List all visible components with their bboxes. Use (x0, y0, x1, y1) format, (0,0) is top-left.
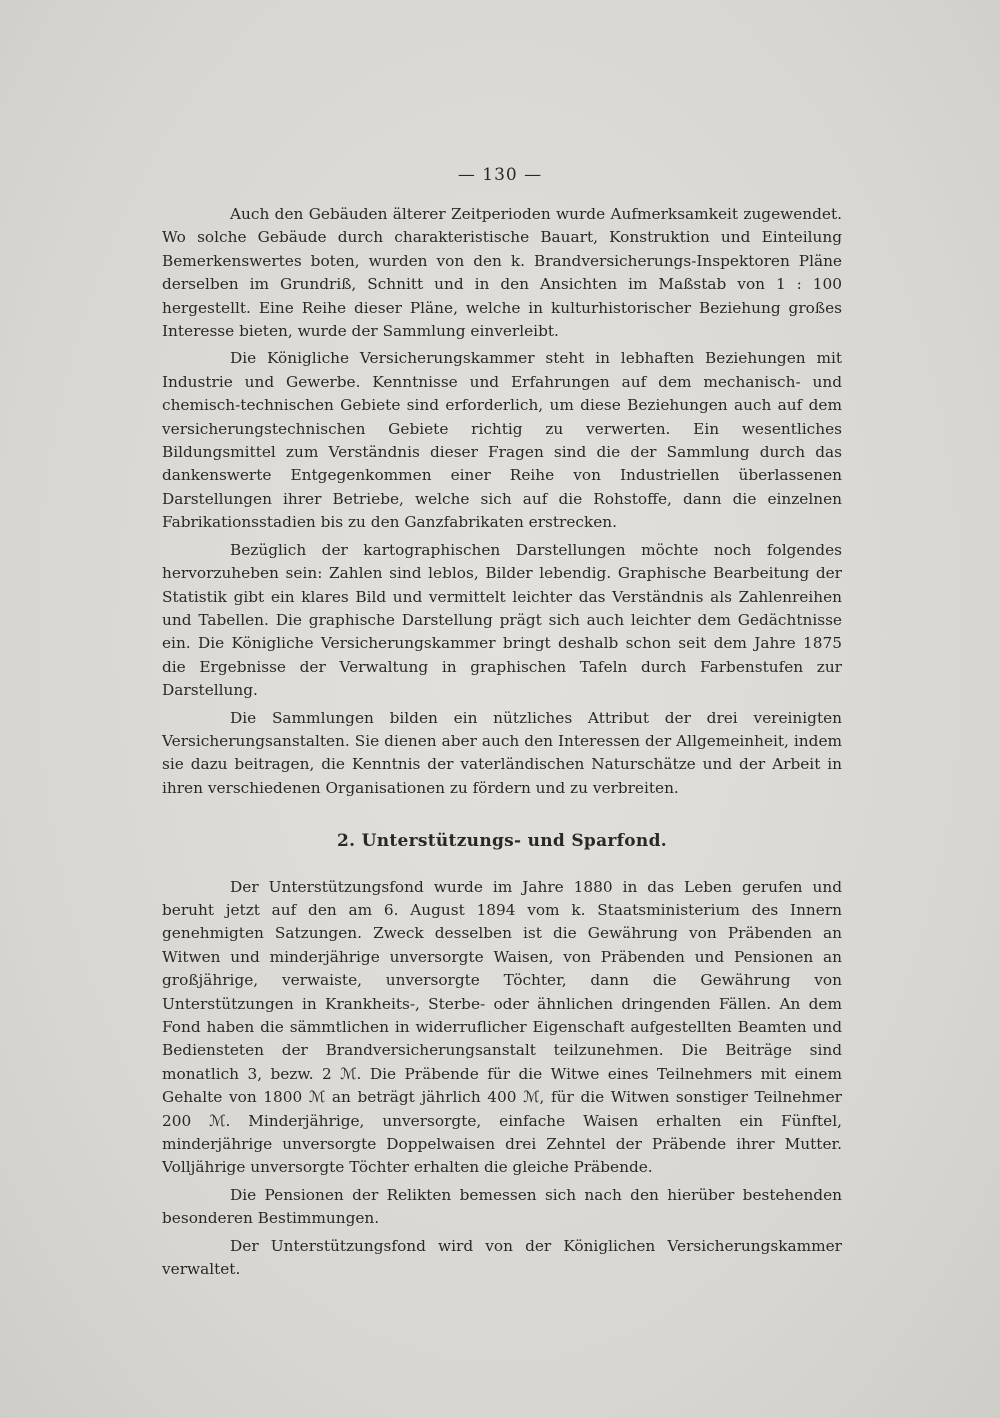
paragraph: Auch den Gebäuden älterer Zeitperioden wurde Aufmerksamkeit zugewendet. Wo solche Gebäude durch charakteristische Bauart, Konstruktion und Einteilung Bemerkenswertes boten, wurden von den k. Brandversicherungs-Inspektoren Pläne derselben im Grundriß, Schnitt und in den Ansichten im Maßstab von 1 : 100 hergestellt. Eine Reihe dieser Pläne, welche in kulturhistorischer Beziehung großes Interesse bieten, wurde der Sammlung einverleibt. (162, 205, 842, 341)
paragraph: Der Unterstützungsfond wurde im Jahre 1880 in das Leben gerufen und beruht jetzt auf den am 6. August 1894 vom k. Staatsministerium des Innern genehmigten Satzungen. Zweck desselben ist die Gewährung von Präbenden an Witwen und minderjährige unversorgte Waisen, von Präbenden und Pensionen an großjährige, verwaiste, unversorgte Töchter, dann die Gewährung von Unterstützungen in Krankheits-, Sterbe- oder ähnlichen dringenden Fällen. An dem Fond haben die sämmtlichen in widerruflicher Eigenschaft aufgestellten Beamten und Bediensteten der Brandversicherungsanstalt teilzunehmen. Die Beiträge sind monatlich 3, bezw. 2 ℳ. Die Präbende für die Witwe eines Teilnehmers mit einem Gehalte von 1800 ℳ an beträgt jährlich 400 ℳ, für die Witwen sonstiger Teilnehmer 200 ℳ. Minderjährige, unversorgte, einfache Waisen erhalten ein Fünftel, minderjährige unversorgte Doppelwaisen drei Zehntel der Präbende ihrer Mutter. Volljährige unversorgte Töchter erhalten die gleiche Präbende. (162, 877, 842, 1177)
paragraph: Die Pensionen der Relikten bemessen sich nach den hierüber bestehenden besonderen Bestimmungen. (162, 1185, 842, 1228)
paragraph: Bezüglich der kartographischen Darstellungen möchte noch folgendes hervorzuheben sein: Zahlen sind leblos, Bilder lebendig. Graphische Bearbeitung der Statistik gibt ein klares Bild und vermittelt leichter das Verständnis als Zahlenreihen und Tabellen. Die graphische Darstellung prägt sich auch leichter dem Gedächtnisse ein. Die Königliche Versicherungskammer bringt deshalb schon seit dem Jahre 1875 die Ergebnisse der Verwaltung in graphischen Tafeln durch Farbenstufen zur Darstellung. (162, 540, 842, 700)
paragraph: Die Sammlungen bilden ein nützliches Attribut der drei vereinigten Versicherungsanstalten. Sie dienen aber auch den Interessen der Allgemeinheit, indem sie dazu beitragen, die Kenntnis der vaterländischen Naturschätze und der Arbeit in ihren verschiedenen Organisationen zu fördern und zu verbreiten. (162, 708, 842, 797)
body-text (162, 203, 842, 1281)
paragraph: Der Unterstützungsfond wird von der Königlichen Versicherungskammer verwaltet. (162, 1236, 842, 1279)
page-number: — 130 — (457, 165, 543, 185)
section-spacer (162, 800, 842, 820)
paragraph: Die Königliche Versicherungskammer steht in lebhaften Beziehungen mit Industrie und Gewerbe. Kenntnisse und Erfahrungen auf dem mechanisch- und chemisch-technischen Gebiete sind erforderlich, um diese Beziehungen auch auf dem versicherungstechnischen Gebiete richtig zu verwerten. Ein wesentliches Bildungsmittel zum Verständnis dieser Fragen sind die der Sammlung durch das dankenswerte Entgegenkommen einer Reihe von Industriellen überlassenen Darstellungen ihrer Betriebe, welche sich auf die Rohstoffe, dann die einzelnen Fabrikationsstadien bis zu den Ganzfabrikaten erstrecken. (162, 349, 842, 532)
section-heading: 2. Unterstützungs- und Sparfond. (337, 831, 667, 852)
